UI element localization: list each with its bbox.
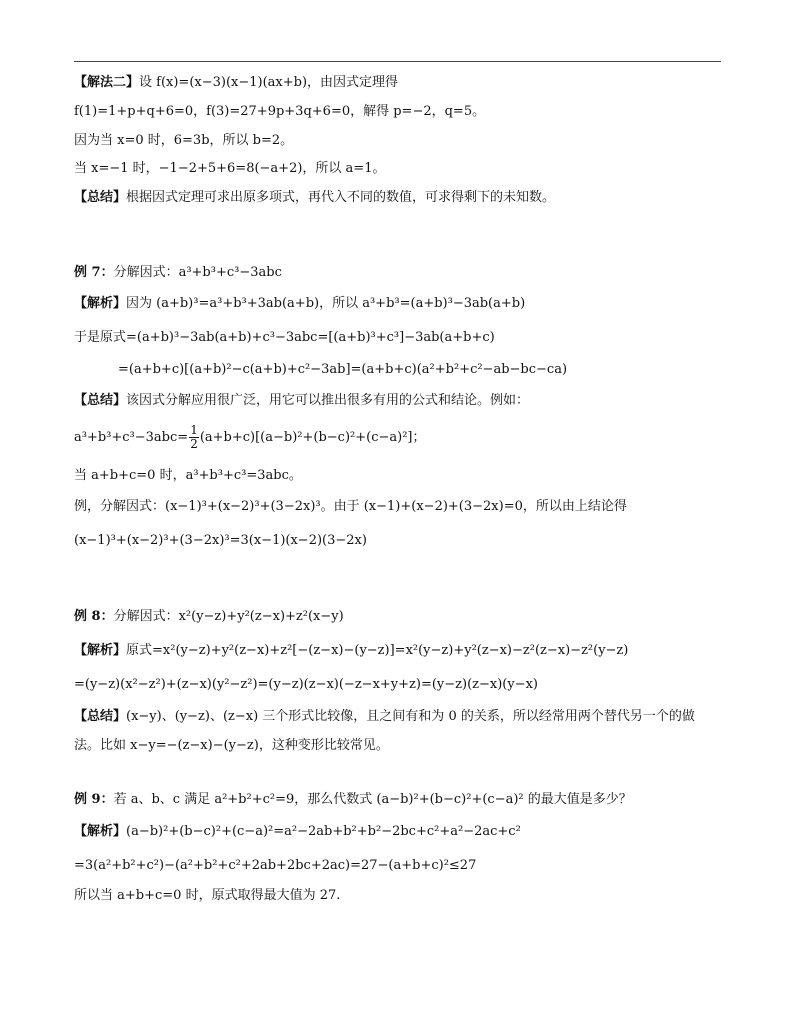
example-7-step-1: 于是原式=(a+b)³−3ab(a+b)+c³−3abc=[(a+b)³+c³]−3ab(a+b+c) <box>74 330 495 345</box>
example-9-conclusion: 所以当 a+b+c=0 时，原式取得最大值为 27. <box>74 888 341 903</box>
condition-line: 当 a+b+c=0 时，a³+b³+c³=3abc。 <box>74 468 302 483</box>
analysis-7-text: 因为 (a+b)³=a³+b³+3ab(a+b)，所以 a³+b³=(a+b)³−3ab(a+b) <box>126 296 526 311</box>
example-8-title <box>74 608 344 626</box>
identity-right: (a+b+c)[(a−b)²+(b−c)²+(c−a)²]； <box>199 430 426 445</box>
example-7-title <box>74 264 282 282</box>
method-two-text: 设 f(x)=(x−3)(x−1)(ax+b)，由因式定理得 <box>139 75 399 90</box>
summary-8-line <box>74 708 695 726</box>
summary-7-label: 【总结】 <box>74 393 127 408</box>
summary-8-text: (x−y)、(y−z)、(z−x) 三个形式比较像，且之间有和为 0 的关系，所以经常用两个替代另一个的做 <box>126 709 695 724</box>
summary-1-text: 根据因式定理可求出原多项式，再代入不同的数值，可求得剩下的未知数。 <box>126 190 556 205</box>
analysis-9-label: 【解析】 <box>74 824 127 839</box>
analysis-9-text: (a−b)²+(b−c)²+(c−a)²=a²−2ab+b²+b²−2bc+c²+a²−2ac+c² <box>126 824 521 839</box>
summary-1-label: 【总结】 <box>74 190 127 205</box>
example-7-text: 分解因式：a³+b³+c³−3abc <box>113 265 282 280</box>
one-half-fraction <box>189 424 199 451</box>
example-9-label: 例 9： <box>74 792 114 807</box>
identity-left: a³+b³+c³−3abc= <box>74 430 189 445</box>
example-8-label: 例 8： <box>74 609 114 624</box>
summary-1-line <box>74 189 555 207</box>
summary-8-continued: 法。比如 x−y=−(z−x)−(y−z)，这种变形比较常见。 <box>74 738 389 753</box>
example-9-step-2: =3(a²+b²+c²)−(a²+b²+c²+2ab+2bc+2ac)=27−(a+b+c)²≤27 <box>74 858 477 873</box>
example-8-analysis-line <box>74 642 628 660</box>
summary-7-text: 该因式分解应用很广泛，用它可以推出很多有用的公式和结论。例如： <box>126 393 530 408</box>
identity-line <box>74 424 426 451</box>
example-7-label: 例 7： <box>74 265 114 280</box>
method-two-line <box>74 74 398 92</box>
summary-8-label: 【总结】 <box>74 709 127 724</box>
example-7-analysis-line <box>74 295 525 313</box>
example-9-title <box>74 791 632 809</box>
analysis-8-text: 原式=x²(y−z)+y²(z−x)+z²[−(z−x)−(y−z)]=x²(y−z)+y²(z−x)−z²(z−x)−z²(y−z) <box>126 643 629 658</box>
example-result-line: (x−1)³+(x−2)³+(3−2x)³=3(x−1)(x−2)(3−2x) <box>74 533 367 548</box>
example-9-text: 若 a、b、c 满足 a²+b²+c²=9，那么代数式 (a−b)²+(b−c)²+(c−a)² 的最大值是多少？ <box>113 792 632 807</box>
analysis-8-label: 【解析】 <box>74 643 127 658</box>
fraction-numerator: 1 <box>190 423 198 437</box>
summary-7-line <box>74 392 529 410</box>
example-9-analysis-line <box>74 823 521 841</box>
solve-a-line: 当 x=−1 时，−1−2+5+6=8(−a+2)，所以 a=1。 <box>74 161 386 176</box>
solve-b-line: 因为当 x=0 时，6=3b，所以 b=2。 <box>74 133 294 148</box>
method-two-label: 【解法二】 <box>74 75 140 90</box>
example-7-step-2: =(a+b+c)[(a+b)²−c(a+b)+c²−3ab]=(a+b+c)(a²+b²+c²−ab−bc−ca) <box>118 362 568 377</box>
example-factor-line: 例，分解因式：(x−1)³+(x−2)³+(3−2x)³。由于 (x−1)+(x−2)+(3−2x)=0，所以由上结论得 <box>74 499 627 514</box>
example-8-step-2: =(y−z)(x²−z²)+(z−x)(y²−z²)=(y−z)(z−x)(−z−x+y+z)=(y−z)(z−x)(y−x) <box>74 677 539 692</box>
analysis-7-label: 【解析】 <box>74 296 127 311</box>
fraction-denominator: 2 <box>190 437 198 451</box>
factor-theorem-equations: f(1)=1+p+q+6=0，f(3)=27+9p+3q+6=0，解得 p=−2，q=5。 <box>74 104 486 119</box>
header-rule <box>74 61 721 62</box>
example-8-text: 分解因式：x²(y−z)+y²(z−x)+z²(x−y) <box>113 609 344 624</box>
